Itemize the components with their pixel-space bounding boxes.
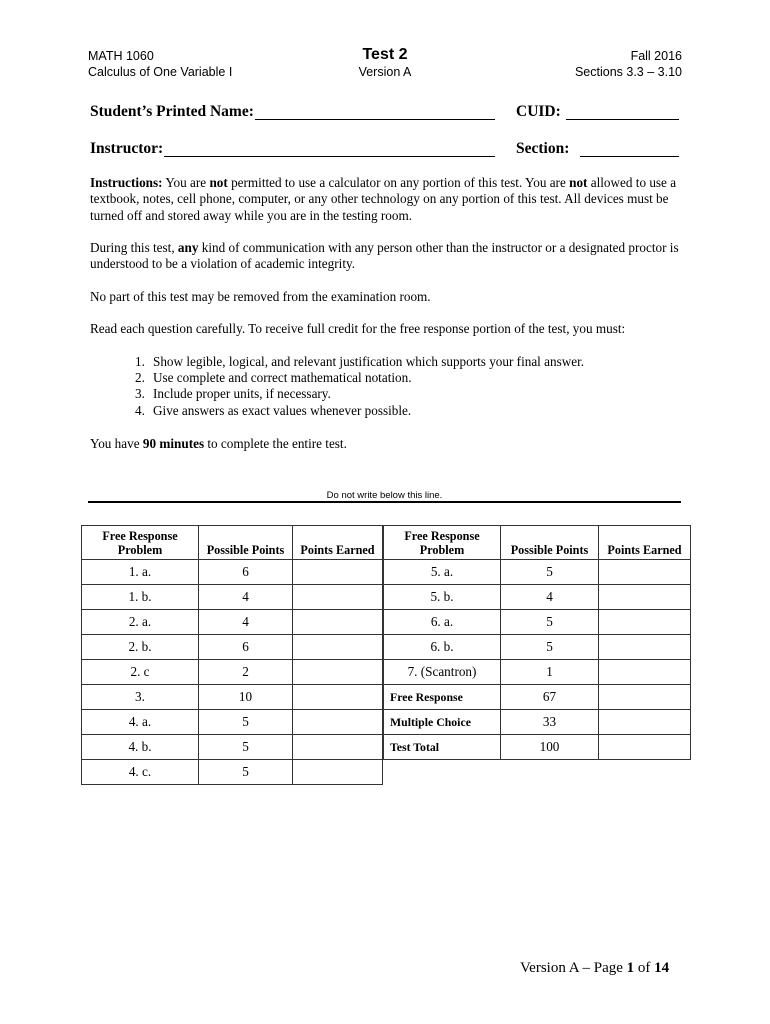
table-row [384,585,691,610]
points-earned-cell[interactable] [293,710,383,735]
problem-cell: 7. (Scantron) [384,660,501,685]
points-earned-cell[interactable] [293,610,383,635]
possible-points-cell: 10 [199,685,293,710]
possible-points-cell: 4 [199,585,293,610]
table-row [82,735,383,760]
instructor-blank[interactable] [164,140,495,157]
test-version: Version A [358,65,412,79]
term: Fall 2016 [630,49,682,63]
table-row [384,735,691,760]
page-footer [520,960,669,977]
problem-cell: 4. b. [82,735,199,760]
list-number: 2. [135,370,145,386]
points-earned-cell[interactable] [293,585,383,610]
table-row [82,610,383,635]
divider-line [88,501,681,503]
points-earned-cell[interactable] [599,560,691,585]
list-text: Use complete and correct mathematical notation. [153,370,412,386]
summary-label: Free Response [384,685,501,710]
possible-points-cell: 6 [199,635,293,660]
problem-cell: 2. a. [82,610,199,635]
summary-earned-cell[interactable] [599,735,691,760]
emphasis-not: not [209,175,228,190]
instructions-text: You are [162,175,210,190]
possible-points-cell: 1 [501,660,599,685]
summary-label: Multiple Choice [384,710,501,735]
table-row [82,685,383,710]
grade-table-left [81,525,383,785]
instructor-label: Instructor: [90,140,164,157]
problem-cell: 5. a. [384,560,501,585]
time-paragraph [90,436,686,452]
emphasis-not: not [569,175,588,190]
points-earned-cell[interactable] [599,610,691,635]
term-info [575,48,682,80]
table-row [82,635,383,660]
table-row [82,585,383,610]
col-header-possible: Possible Points [501,526,599,560]
col-header-earned: Points Earned [293,526,383,560]
footer-of: of [634,960,655,976]
list-item [135,386,655,402]
table-row [384,710,691,735]
points-earned-cell[interactable] [599,585,691,610]
points-earned-cell[interactable] [293,635,383,660]
course-name: Calculus of One Variable I [88,65,233,79]
summary-points-cell: 33 [501,710,599,735]
test-title: Test 2 [362,46,408,63]
possible-points-cell: 5 [501,610,599,635]
list-number: 1. [135,354,145,369]
table-row [82,710,383,735]
instructions-lead: Instructions: [90,175,163,190]
sections: Sections 3.3 – 3.10 [574,65,682,79]
list-text: Give answers as exact values whenever possible. [153,402,412,418]
possible-points-cell: 5 [199,735,293,760]
time-text: to complete the entire test. [204,436,347,451]
section-label: Section: [516,140,570,157]
problem-cell: 4. a. [82,710,199,735]
table-row [82,760,383,785]
possible-points-cell: 5 [199,710,293,735]
time-limit: 90 minutes [142,436,205,451]
cuid-label: CUID: [516,103,561,120]
list-text: Include proper units, if necessary. [153,386,331,402]
problem-cell: 4. c. [82,760,199,785]
points-earned-cell[interactable] [293,560,383,585]
points-earned-cell[interactable] [293,660,383,685]
instructions-paragraph [90,175,686,224]
instructions-text: permitted to use a calculator on any portion of this test. You are [227,175,570,190]
summary-earned-cell[interactable] [599,685,691,710]
time-text: You have [90,436,143,451]
course-code: MATH 1060 [88,49,154,63]
instructions-text: allowed to use a textbook, notes, cell phone, computer, or any other technology on any portion of this test. All devices must be turned off and stored away while you are in the testing room. [90,175,677,223]
possible-points-cell: 5 [199,760,293,785]
test-header [88,46,682,86]
summary-label: Test Total [384,735,501,760]
problem-cell: 2. c [82,660,199,685]
list-number: 3. [135,386,145,402]
emphasis-any: any [177,240,199,255]
col-header-earned: Points Earned [599,526,691,560]
student-name-blank[interactable] [255,103,495,120]
col-header-problem: Free Response Problem [384,526,501,560]
grade-table-right [383,525,691,760]
col-header-problem: Free Response Problem [82,526,199,560]
section-blank[interactable] [580,140,679,157]
possible-points-cell: 5 [501,635,599,660]
removal-paragraph: No part of this test may be removed from the examination room. [90,289,431,304]
possible-points-cell: 6 [199,560,293,585]
list-item [135,354,655,370]
cuid-blank[interactable] [566,103,679,120]
table-row [384,660,691,685]
integrity-text: kind of communication with any person other than the instructor or a designated proctor is understood to be a violation of academic integrity. [90,240,679,272]
possible-points-cell: 5 [501,560,599,585]
problem-cell: 1. a. [82,560,199,585]
table-row [384,610,691,635]
table-row [384,685,691,710]
table-row [82,560,383,585]
points-earned-cell[interactable] [599,635,691,660]
table-row [82,660,383,685]
list-number: 4. [135,402,145,418]
table-row [384,560,691,585]
table-row [384,635,691,660]
possible-points-cell: 4 [501,585,599,610]
possible-points-cell: 4 [199,610,293,635]
summary-points-cell: 100 [501,735,599,760]
requirements-list [135,354,655,419]
page-number: 1 [626,960,635,976]
summary-points-cell: 67 [501,685,599,710]
points-earned-cell[interactable] [293,760,383,785]
points-earned-cell[interactable] [293,735,383,760]
problem-cell: 5. b. [384,585,501,610]
points-earned-cell[interactable] [293,685,383,710]
read-carefully-paragraph: Read each question carefully. To receive full credit for the free response portion of the test, you must: [90,321,626,336]
integrity-paragraph [90,240,686,273]
possible-points-cell: 2 [199,660,293,685]
problem-cell: 1. b. [82,585,199,610]
points-earned-cell[interactable] [599,660,691,685]
list-item [135,403,655,419]
page-total: 14 [654,960,670,976]
do-not-write-notice: Do not write below this line. [326,490,443,501]
list-text: Show legible, logical, and relevant justification which supports your final answer. [153,354,585,369]
list-item [135,370,655,386]
problem-cell: 6. b. [384,635,501,660]
student-name-label: Student’s Printed Name: [90,103,254,120]
integrity-text: During this test, [90,240,178,255]
problem-cell: 3. [82,685,199,710]
footer-prefix: Version A – Page [520,960,627,976]
problem-cell: 6. a. [384,610,501,635]
problem-cell: 2. b. [82,635,199,660]
name-row [90,103,682,125]
col-header-possible: Possible Points [199,526,293,560]
instructor-row [90,140,682,162]
summary-earned-cell[interactable] [599,710,691,735]
